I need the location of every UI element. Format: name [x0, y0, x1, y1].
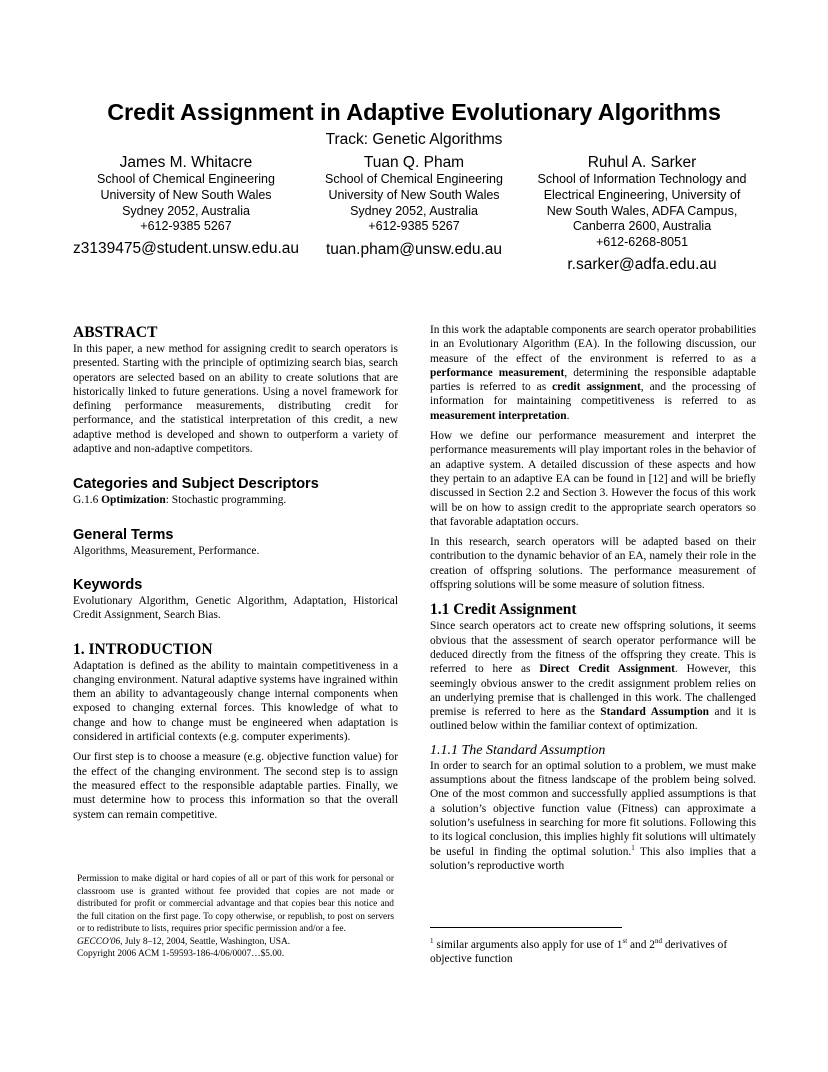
right-paragraph-3: In this research, search operators will be adapted based on their contribution to the dynamic behavior of an EA, namely their role in the creation of offspring solutions. The performance measurement of offspring solutions will be some measure of solution fitness.: [430, 536, 756, 592]
right-paragraph-2: How we define our performance measurement and interpret the performance measurements will play important roles in the behavior of an adaptive system. A detailed discussion of these aspects and how they pertain to an adaptive EA can be found in [12] and will be briefly discussed in Section 2.2 and Section 3. However the focus of this work will be on how to assign credit to the appropriate search operators so that favorable adaptation occurs.: [430, 430, 756, 528]
right-paragraph-5: In order to search for an optimal solution to a problem, we must make assumptions about the fitness landscape of the problem being solved. One of the most common and successfully applied assumptions is that a solution’s objective function value (Fitness) can approximate a solution’s usefulness in searching for more fit solutions. Following this to its logical conclusion, this implies highly fit solutions will ultimately be useful in finding the optimal solution.$^1$ This also implies that a solution’s reproductive worth: [430, 759, 756, 872]
right-paragraph-1: In this work the adaptable components are search operator probabilities in an Evolutionary Algorithm (EA). In the following discussion, our measure of the effect of the environment is referred to as a performance measurement, determining the responsible adaptable parties is referred to as credit assignment, and the processing of information for maintaining competitiveness is referred to as measurement interpretation.: [430, 324, 757, 422]
right-column: [430, 323, 756, 873]
general-terms-heading: General Terms: [73, 526, 174, 543]
author-name: Tuan Q. Pham: [363, 154, 465, 171]
author-block-2: [310, 153, 518, 259]
author-block-3: [524, 153, 760, 274]
left-column: [73, 324, 398, 822]
standard-assumption-heading: 1.1.1 The Standard Assumption: [430, 742, 606, 758]
credit-assignment-heading: 1.1 Credit Assignment: [430, 601, 577, 619]
introduction-paragraph-1: Adaptation is defined as the ability to maintain competitiveness in a changing environment. Natural adaptive systems have ingrained within them an ability to advantageously change internal components when exposed to changing external forces. This knowledge of what to change and how to change must be engineered when adaptation is considered in artificial contexts (e.g. computer experiments).: [73, 659, 398, 744]
introduction-heading: 1. INTRODUCTION: [73, 640, 213, 658]
author-phone: +612-6268-8051: [595, 235, 689, 250]
permission-text: Permission to make digital or hard copies of all or part of this work for personal or classroom use is granted without fee provided that copies are not made or distributed for profit or commercial advantage and that copies bear this notice and the full citation on the first page. To copy otherwise, or republish, to post on servers or to redistribute to lists, requires prior specific permission and/or a fee.: [77, 874, 394, 934]
author-email: r.sarker@adfa.edu.au: [567, 255, 717, 273]
footnote: $^1$ similar arguments also apply for use of 1st and 2nd derivatives of objective function: [430, 937, 728, 966]
author-name: Ruhul A. Sarker: [587, 154, 697, 171]
author-affiliation-line: Sydney 2052, Australia: [122, 203, 250, 218]
author-affiliation-line: Sydney 2052, Australia: [350, 203, 478, 218]
author-affiliation-line: University of New South Wales: [100, 187, 272, 202]
keywords-heading: Keywords: [73, 576, 143, 593]
copyright-line: Copyright 2006 ACM 1-59593-186-4/06/0007…$5.00.: [77, 949, 285, 959]
keywords-text: Evolutionary Algorithm, Genetic Algorithm, Adaptation, Historical Credit Assignment, Search Bias.: [73, 594, 398, 622]
author-affiliation-line: New South Wales, ADFA Campus,: [546, 203, 738, 218]
author-affiliation-line: School of Information Technology and: [537, 172, 747, 186]
abstract-heading: ABSTRACT: [73, 324, 158, 341]
paper-title: Credit Assignment in Adaptive Evolutionary Algorithms: [107, 99, 721, 125]
footnote-divider: [430, 927, 622, 928]
author-email: tuan.pham@unsw.edu.au: [325, 241, 503, 259]
general-terms-text: Algorithms, Measurement, Performance.: [73, 544, 260, 557]
abstract-text: In this paper, a new method for assigning credit to search operators is presented. Starting with the principle of optimizing search bias, search operators are selected based on an ability to create solutions that are historically linked to future generations. Using a novel framework for defining performance measurements, distributing credit for performance, and the statistical interpretation of this credit, a new adaptive method is developed and shown to outperform a variety of adaptive and non-adaptive competitors.: [73, 343, 398, 456]
track-label: Track: Genetic Algorithms: [325, 131, 503, 148]
author-phone: +612-9385 5267: [140, 219, 232, 234]
author-affiliation-line: Electrical Engineering, University of: [543, 187, 741, 202]
author-phone: +612-9385 5267: [368, 219, 460, 234]
author-affiliation-line: School of Chemical Engineering: [325, 172, 503, 186]
author-affiliation-line: School of Chemical Engineering: [97, 172, 275, 186]
author-email: z3139475@student.unsw.edu.au: [72, 240, 300, 258]
permission-notice: [77, 873, 394, 961]
categories-text: G.1.6 Optimization: Stochastic programming.: [73, 494, 287, 507]
footnote-reference: 1: [631, 843, 635, 852]
author-name: James M. Whitacre: [119, 154, 253, 171]
introduction-paragraph-2: Our first step is to choose a measure (e.g. objective function value) for the effect of the changing environment. The second step is to assign the measured effect to the responsible adaptable parties. Finally, we must determine how to process this information so that the overall system can remain competitive.: [73, 751, 398, 821]
author-block-1: [72, 153, 300, 258]
author-affiliation-line: Canberra 2600, Australia: [572, 219, 712, 234]
conference-venue: GECCO'06, July 8–12, 2004, Seattle, Washington, USA.: [77, 936, 291, 947]
author-affiliation-line: University of New South Wales: [328, 187, 500, 202]
categories-heading: Categories and Subject Descriptors: [73, 476, 319, 493]
right-paragraph-4: Since search operators act to create new offspring solutions, it seems obvious that the assessment of search operator performance will be deduced directly from the fitness of the offspring they create. This is referred to here as Direct Credit Assignment. However, this seemingly obvious answer to the credit assignment problem relies on an underlying premise that is challenged in this work. The challenged premise is referred to here as the Standard Assumption and it is outlined below within the familiar context of optimization.: [430, 620, 756, 733]
